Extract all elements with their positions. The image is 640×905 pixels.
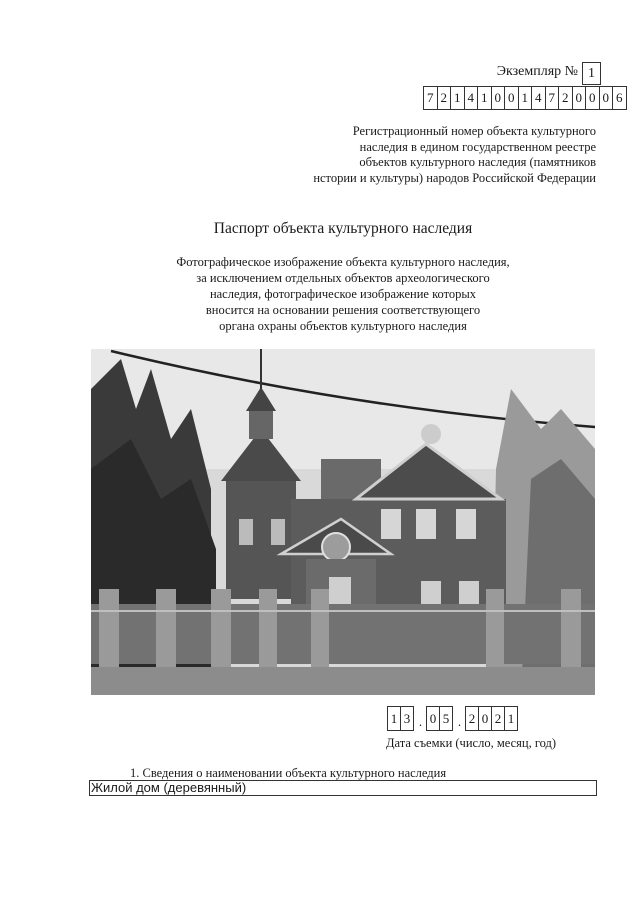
registration-digit-box: 7: [423, 86, 438, 110]
page-title: Паспорт объекта культурного наследия: [213, 220, 473, 237]
date-digit-box: 5: [439, 706, 453, 731]
date-caption: Дата съемки (число, месяц, год): [386, 736, 557, 750]
registration-digit-box: 2: [558, 86, 573, 110]
registration-digit-box: 0: [491, 86, 506, 110]
registration-number: [424, 86, 627, 110]
object-name-field: Жилой дом (деревянный): [89, 780, 597, 796]
registration-note-line: Регистрационный номер объекта культурного: [352, 124, 596, 138]
registration-note-line: объектов культурного наследия (памятников: [359, 155, 596, 169]
date-separator: .: [457, 714, 462, 729]
registration-digit-box: 0: [504, 86, 519, 110]
date-year: [466, 706, 518, 731]
registration-digit-box: 1: [450, 86, 465, 110]
registration-digit-box: 0: [572, 86, 587, 110]
registration-digit-box: 1: [477, 86, 492, 110]
registration-digit-box: 4: [464, 86, 479, 110]
copy-label: Экземпляр №: [496, 64, 578, 79]
registration-note-line: наследия в едином государственном реестре: [359, 139, 596, 154]
registration-digit-box: 7: [545, 86, 560, 110]
date-digit-box: 0: [426, 706, 440, 731]
registration-digit-box: 4: [531, 86, 546, 110]
registration-digit-box: 6: [612, 86, 627, 110]
section-heading: 1. Сведения о наименовании объекта культурного наследия: [130, 766, 447, 780]
registration-digit-box: 0: [585, 86, 600, 110]
date-digit-box: 3: [400, 706, 414, 731]
date-day: [388, 706, 414, 731]
date-digit-box: 0: [478, 706, 492, 731]
heritage-object-photo: [91, 349, 595, 695]
house-photo-illustration: [91, 349, 595, 695]
date-month: [427, 706, 453, 731]
date-digit-box: 1: [387, 706, 401, 731]
registration-digit-box: 2: [437, 86, 452, 110]
photo-note-line: наследия, фотографическое изображение которых: [209, 287, 477, 301]
registration-digit-box: 1: [518, 86, 533, 110]
photo-note-line: органа охраны объектов культурного наследия: [219, 319, 467, 333]
photo-note-line: вносится на основании решения соответствующего: [205, 303, 481, 317]
date-digit-box: 2: [491, 706, 505, 731]
date-separator: .: [418, 714, 423, 729]
photo-note-line: за исключением отдельных объектов археологического: [196, 271, 490, 285]
photo-note: [140, 254, 546, 334]
shooting-date: [388, 706, 518, 731]
date-digit-box: 1: [504, 706, 518, 731]
registration-note: [290, 124, 596, 186]
photo-note-line: Фотографическое изображение объекта культурного наследия,: [176, 255, 510, 269]
registration-note-line: нстории и культуры) народов Российской Федерации: [313, 170, 596, 185]
date-digit-box: 2: [465, 706, 479, 731]
registration-digit-box: 0: [599, 86, 614, 110]
copy-number-box: 1: [582, 62, 601, 85]
